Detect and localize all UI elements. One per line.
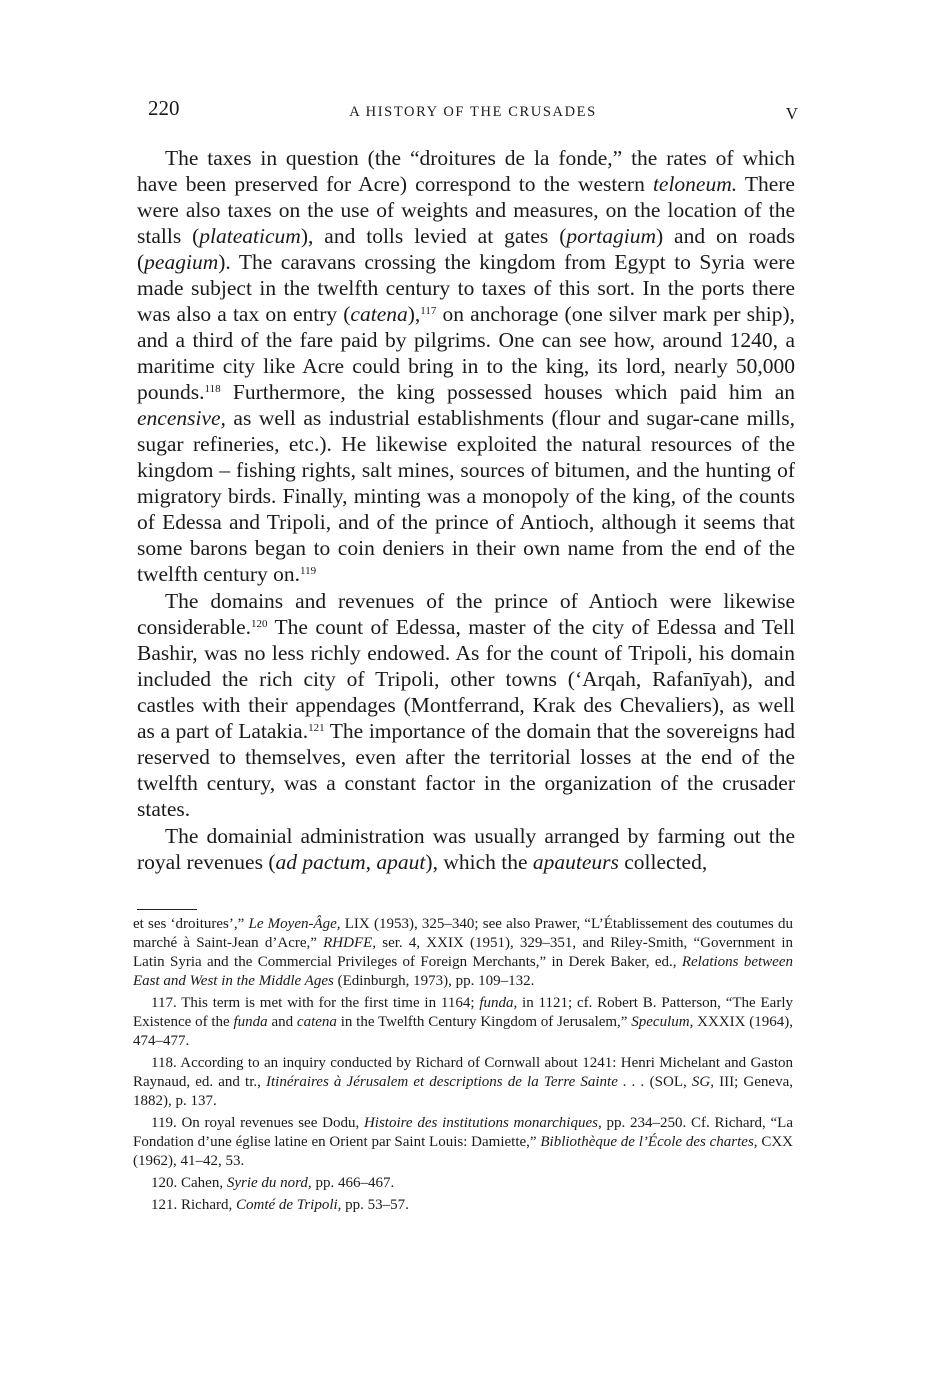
text-run: pp. 466–467. [311,1175,395,1191]
note-ref: 120 [251,618,268,630]
italic-run: plateaticum [199,224,301,248]
italic-run: portagium [566,224,656,248]
text-run: et ses ‘droitures’,” [133,916,249,932]
italic-run: encensive, [137,406,226,430]
text-run: (Edinburgh, 1973), pp. 109–132. [333,973,535,989]
italic-run: RHDFE, [323,935,377,951]
text-run: The taxes in question (the “droitures de la fonde,” the rates of which have been preserved for Acre) correspond to the western [137,146,795,196]
italic-run: catena [296,1014,337,1030]
italic-run: Syrie du nord, [226,1175,312,1191]
italic-run: Comté de Tripoli, [235,1197,342,1213]
footnote-119 [133,1114,793,1171]
italic-run: peagium [144,250,219,274]
footnote-continuation [133,915,793,991]
italic-run: Relations between East and West in the Middle Ages [133,954,794,989]
text-run: LIX (1953), 325–340; see also Prawer, “L’Établissement des coutumes du marché à Saint-Jean d’Acre,” [133,916,793,951]
italic-run: Itinéraires à Jérusalem et descriptions de la Terre Sainte . . . [266,1074,645,1090]
text-run: ), which the [425,850,533,874]
text-run: ). The caravans crossing the kingdom from Egypt to Syria were made subject in the twelfth century to taxes of this sort. In the ports there was also a tax on entry ( [137,250,795,326]
note-ref: 119 [300,565,317,577]
text-run: collected, [618,850,708,874]
text-run: 120. Cahen, [151,1175,227,1191]
note-ref: 117 [420,305,437,317]
main-text [137,145,795,875]
paragraph-1 [137,145,795,587]
italic-run: apauteurs [532,850,619,874]
text-run: The domainial administration was usually arranged by farming out the royal revenues ( [137,824,795,874]
italic-run: SG, [691,1074,714,1090]
footnote-rule [137,909,197,910]
footnote-120 [133,1174,793,1193]
note-ref: 121 [308,722,325,734]
text-run: ), [407,302,421,326]
footnote-118 [133,1054,793,1111]
text-run: There were also taxes on the use of weights and measures, on the location of the stalls ( [137,172,795,248]
text-run: ), and tolls levied at gates ( [300,224,567,248]
italic-run: catena [350,302,408,326]
italic-run: ad pactum, apaut [275,850,426,874]
text-run: Furthermore, the king possessed houses which paid him an [220,380,795,404]
text-run: III; Geneva, 1882), p. 137. [133,1074,793,1109]
text-run: (SOL, [644,1074,692,1090]
footnote-117 [133,994,793,1051]
running-title: A HISTORY OF THE CRUSADES [349,104,597,120]
text-run: in the Twelfth Century Kingdom of Jerusalem,” [336,1014,632,1030]
paragraph-2 [137,588,795,822]
text-run: CXX (1962), 41–42, 53. [133,1134,793,1169]
text-run: on anchorage (one silver mark per ship), and a third of the fare paid by pilgrims. One can see how, around 1240, a maritime city like Acre could bring in to the king, its lord, nearly 50,000 pounds. [137,302,795,404]
italic-run: teloneum. [652,172,738,196]
text-run: 117. This term is met with for the first time in 1164; [151,995,480,1011]
italic-run: funda [233,1014,268,1030]
text-run: 121. Richard, [151,1197,236,1213]
paragraph-3 [137,823,795,875]
volume-number: V [785,104,798,123]
text-run: 118. According to an inquiry conducted by Richard of Cornwall about 1241: Henri Michelant and Gaston Raynaud, ed. and tr., [133,1055,793,1090]
text-run: The importance of the domain that the sovereigns had reserved to themselves, even after the territorial losses at the end of the twelfth century, was a constant factor in the organization of the crusader states. [137,719,795,821]
note-ref: 118 [204,383,221,395]
italic-run: Histoire des institutions monarchiques, [363,1115,602,1131]
text-run: pp. 53–57. [341,1197,409,1213]
text-run: The domains and revenues of the prince of Antioch were likewise considerable. [137,589,795,639]
text-run: in 1121; cf. Robert B. Patterson, “The Early Existence of the [133,995,793,1030]
italic-run: Bibliothèque de l’École des chartes, [540,1134,758,1150]
italic-run: funda, [479,995,518,1011]
italic-run: Le Moyen-Âge, [248,916,341,932]
text-run: ser. 4, XXIX (1951), 329–351, and Riley-Smith, “Government in Latin Syria and the Commercial Privileges of Foreign Merchants,” in Derek Baker, ed., [133,935,793,970]
text-run: ) and on roads ( [137,224,796,274]
text-run: The count of Edessa, master of the city of Edessa and Tell Bashir, was no less richly endowed. As for the count of Tripoli, his domain included the rich city of Tripoli, other towns (‘Arqah, Rafanīyah), and castles with their appendages (Montferrand, Krak des Chevaliers), as well as a part of Latakia. [137,615,795,743]
text-run: as well as industrial establishments (flour and sugar-cane mills, sugar refineries, etc.). He likewise exploited the natural resources of the kingdom – fishing rights, salt mines, sources of bitumen, and the hunting of migratory birds. Finally, minting was a monopoly of the king, of the counts of Edessa and Tripoli, and of the prince of Antioch, although it seems that some barons began to coin deniers in their own name from the end of the twelfth century on. [137,406,795,586]
footnote-121 [133,1196,793,1215]
text-run: pp. 234–250. Cf. Richard, “La Fondation d’une église latine en Orient par Saint Louis: Damiette,” [133,1115,794,1150]
text-run: and [267,1014,297,1030]
footnotes [133,915,793,1215]
italic-run: Speculum, [631,1014,694,1030]
page-header [148,96,798,126]
text-run: XXXIX (1964), 474–477. [133,1014,793,1049]
page-number: 220 [148,96,180,120]
text-run: 119. On royal revenues see Dodu, [151,1115,364,1131]
